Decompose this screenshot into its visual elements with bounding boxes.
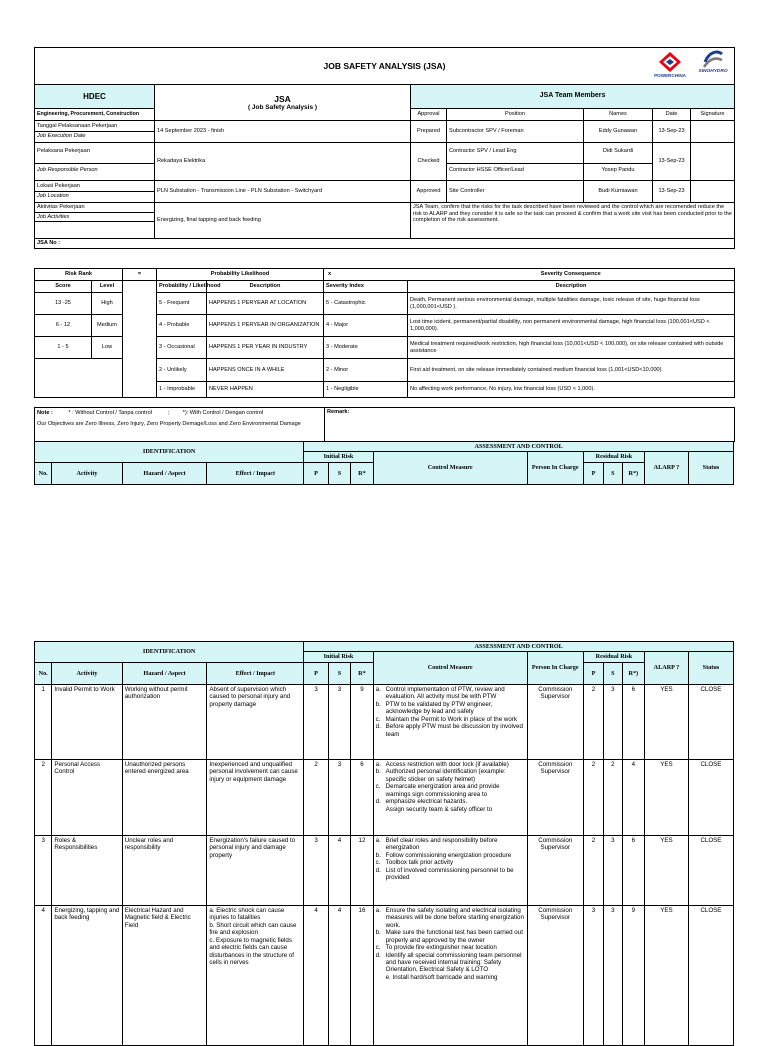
hdr-activity: Activity <box>52 662 122 684</box>
control-item <box>376 716 525 723</box>
prob-desc: HAPPENS ONCE IN A WHILE <box>207 359 324 382</box>
hdr-p: P <box>304 462 328 484</box>
prob-name: 2 - Unlikely <box>157 359 207 382</box>
table-row <box>35 684 734 759</box>
approval-prepared: Prepared <box>411 121 447 143</box>
approval-approved: Approved <box>411 181 447 203</box>
row-p: 3 <box>304 684 328 759</box>
date-approved: 13-Sep-23 <box>653 181 691 203</box>
name-checked: Didi Sukardi <box>584 147 652 164</box>
control-item <box>376 944 525 951</box>
control-letter: c. <box>375 944 381 952</box>
control-text: Access restriction with door lock (if available) <box>385 760 509 768</box>
row-no: 4 <box>35 905 52 1045</box>
sev-name: 4 - Major <box>324 315 408 337</box>
control-letter: d. <box>375 798 381 806</box>
sinohydro-logo-icon <box>701 48 725 70</box>
hdr-hazard: Hazard / Aspect <box>122 662 207 684</box>
control-item <box>376 806 525 813</box>
sev-desc: Lost time icident, permanent/partial disability, non permanent environmental damage, high financial loss (100,001<USD < 1,000,000). <box>408 315 735 337</box>
control-letter: d. <box>375 866 381 874</box>
row-s: 4 <box>328 905 350 1045</box>
row-hazard: Unclear roles and responsibility <box>122 835 207 905</box>
row-no: 3 <box>35 835 52 905</box>
date-prepared: 13-Sep-23 <box>653 121 691 143</box>
hdr-identification: IDENTIFICATION <box>35 442 304 463</box>
control-text: Identify all special commissioning team personnel and have received internal training: Safety Orientation, Electrical Safety & LOTO <box>385 951 522 974</box>
signature-approved[interactable] <box>691 181 735 203</box>
note-with: *): With Control / Dengan control <box>182 410 264 417</box>
team-title: JSA Team Members <box>411 85 735 109</box>
row-control-measures <box>373 905 527 1045</box>
control-letter: c. <box>375 715 381 723</box>
rank-blank <box>35 359 123 398</box>
position-checked-cell <box>447 143 584 181</box>
row-rs: 3 <box>604 905 622 1045</box>
signature-checked[interactable] <box>691 143 735 181</box>
objectives: Our Objectives are Zero Illness, Zero Injury, Zero Property Demage/Loss and Zero Environmental Damage <box>35 420 325 442</box>
activity-value: Energizing, final tapping and back feeding <box>155 203 411 239</box>
control-item <box>376 859 525 866</box>
exec-date-label-cell <box>35 121 155 143</box>
date-checked: 13-Sep-23 <box>653 143 691 181</box>
row-hazard: Unauthorized persons entered energized area <box>122 759 207 835</box>
control-item <box>376 783 525 798</box>
row-rr: 6 <box>622 684 644 759</box>
row-rp: 2 <box>583 835 603 905</box>
activity-label-en: Job Activities <box>35 213 154 223</box>
control-item <box>376 929 525 944</box>
row-s: 3 <box>328 684 350 759</box>
name-prepared: Eddy Gunawan <box>584 121 653 143</box>
document-title <box>35 48 735 85</box>
hdr-pic: Person In Charge <box>527 652 583 684</box>
hdr-initial-risk: Initial Risk <box>304 452 373 462</box>
row-activity: Invalid Permit to Work <box>52 684 122 759</box>
hdr-status: Status <box>688 452 733 484</box>
sev-name: 3 - Moderate <box>324 337 408 359</box>
control-letter: d. <box>375 723 381 731</box>
row-pic: Commission Supervisor <box>527 835 583 905</box>
team-header-date: Date <box>653 109 691 121</box>
powerchina-logo-icon <box>655 51 685 73</box>
hdr-rs: S <box>604 462 622 484</box>
jsa-header-sheet <box>34 47 735 249</box>
hdr-rp: P <box>583 662 603 684</box>
hdr-status: Status <box>688 652 733 684</box>
level-label: Level <box>92 281 123 293</box>
control-text: To provide fire extinguisher near location <box>385 944 497 952</box>
control-text: Demarcate energization area and provide warnings sign commissioning area to <box>385 783 500 798</box>
hdr-rr: R*) <box>622 462 644 484</box>
risk-eq: = <box>123 269 157 281</box>
control-letter: a. <box>375 836 381 844</box>
control-item <box>376 768 525 783</box>
jsa-subtitle: ( Job Safety Analysis ) <box>247 104 318 111</box>
person-label-en: Job Responsible Person <box>37 166 98 173</box>
row-activity: Roles & Responsibilities <box>52 835 122 905</box>
row-no: 2 <box>35 759 52 835</box>
row-pic: Commission Supervisor <box>527 905 583 1045</box>
risk-matrix <box>34 268 735 398</box>
row-rs: 3 <box>604 835 622 905</box>
rank-score: 13 -25 <box>35 293 92 315</box>
row-p: 3 <box>304 835 328 905</box>
control-text: Control implementation of PTW, review and evaluation. All activity must be with PTW <box>385 685 505 701</box>
row-effect: a. Electric shock can cause injuries to fatalities b. Short circuit which can cause fire and explosion c. Exposure to magnetic fields and electric fields can cause disturbances in the structure of cells in nerves <box>207 905 304 1045</box>
row-alarp: YES <box>645 835 689 905</box>
assessment-header-1 <box>34 441 734 485</box>
hdr-control-measure: Control Measure <box>373 652 527 684</box>
hdr-effect: Effect / Impact <box>207 462 304 484</box>
control-item <box>376 798 525 805</box>
row-r: 6 <box>351 759 373 835</box>
control-text: Follow commissioning energization procedure <box>385 851 512 859</box>
control-item <box>376 974 525 981</box>
rank-level: High <box>92 293 123 315</box>
table-row <box>35 835 734 905</box>
name-approved: Budi Kurniawan <box>584 181 653 203</box>
control-text: PTW to be validated by PTW engineer, acknowledge by lead and safety <box>385 700 493 716</box>
prob-desc: NEVER HAPPEN <box>207 382 324 398</box>
position-checked-2: Contractor HSSE Officer/Lead <box>449 166 524 173</box>
control-text: Toolbox talk prior activity <box>385 859 454 867</box>
hdr-assessment: ASSESSMENT AND CONTROL <box>304 442 734 452</box>
row-effect: Energization's failure caused to personal injury and damage property <box>207 835 304 905</box>
risk-rank-label: Risk Rank <box>35 269 123 281</box>
location-label-en: Job Location <box>37 193 69 199</box>
control-letter: d. <box>375 951 381 959</box>
row-alarp: YES <box>645 905 689 1045</box>
control-letter <box>376 974 386 981</box>
location-label: Lokasi Pekerjaan <box>35 182 154 192</box>
person-label-cell <box>35 143 155 181</box>
row-control-measures <box>373 835 527 905</box>
location-value: PLN Substation - Transmission Line - PLN Substation - Switchyard <box>155 181 411 203</box>
hdr-alarp: ALARP ? <box>645 452 689 484</box>
jsa-title-cell <box>155 85 411 121</box>
team-header-position: Position <box>447 109 584 121</box>
hdr-assessment: ASSESSMENT AND CONTROL <box>304 642 734 652</box>
control-item <box>376 952 525 974</box>
rank-score: 1 - 5 <box>35 337 92 359</box>
team-header-signature: Signature <box>691 109 735 121</box>
score-label: Score <box>35 281 92 293</box>
row-control-measures <box>373 684 527 759</box>
sev-desc: Death, Permanent serious environmental damage, multiple fatalities damage, toxic release of site, huge financial loss (1,000,001<USD ). <box>408 293 735 315</box>
activity-label: Aktivitas Pekerjaan <box>35 203 154 213</box>
hdr-initial-risk: Initial Risk <box>304 652 373 662</box>
activity-label-cell <box>35 203 155 239</box>
hdr-identification: IDENTIFICATION <box>35 642 304 663</box>
powerchina-text: POWERCHINA <box>654 73 686 79</box>
control-text: Assign security team & safety officer to <box>385 805 493 813</box>
hdr-activity: Activity <box>52 462 122 484</box>
hdr-effect: Effect / Impact <box>207 662 304 684</box>
team-header-approval: Approval <box>411 109 447 121</box>
approval-checked: Checked <box>411 143 447 181</box>
control-item <box>376 723 525 738</box>
control-item <box>376 837 525 852</box>
prob-desc-label: Description <box>207 281 324 293</box>
row-pic: Commission Supervisor <box>527 684 583 759</box>
control-item <box>376 701 525 716</box>
exec-date-label-en: Job Execution Date <box>37 133 86 139</box>
control-letter: b. <box>375 851 381 859</box>
table-row <box>35 759 734 835</box>
prob-lik-label: Probability / Likelihood <box>157 281 207 293</box>
powerchina-logo <box>648 51 692 79</box>
signature-prepared[interactable] <box>691 121 735 143</box>
row-activity: Personal Access Control <box>52 759 122 835</box>
hdr-residual-risk: Residual Risk <box>583 652 644 662</box>
prob-name: 3 - Occasional <box>157 337 207 359</box>
sev-name: 2 - Minor <box>324 359 408 382</box>
notes-block <box>34 407 735 442</box>
control-letter: b. <box>375 929 381 937</box>
row-no: 1 <box>35 684 52 759</box>
rank-level: Medium <box>92 315 123 337</box>
row-rs: 3 <box>604 684 622 759</box>
sev-desc: First aid treatment, on site release immediately contained medium financial loss (1,001<USD<10,000) <box>408 359 735 382</box>
sinohydro-text: SINOHYDRO <box>698 69 728 75</box>
risk-spacer <box>123 281 157 398</box>
control-text: List of involved commissioning personnel to be provided <box>385 866 514 882</box>
row-r: 16 <box>351 905 373 1045</box>
row-rp: 2 <box>583 684 603 759</box>
row-alarp: YES <box>645 759 689 835</box>
control-letter: b. <box>375 768 381 776</box>
row-rr: 6 <box>622 835 644 905</box>
risk-x: x <box>324 269 408 281</box>
row-effect: Inexperienced and unqualified personal involvement can cause injury or equipment damage <box>207 759 304 835</box>
rank-level: Low <box>92 337 123 359</box>
control-text: Brief clear roles and responsibility before energization <box>385 836 498 852</box>
row-pic: Commission Supervisor <box>527 759 583 835</box>
sev-index-label: Severity Index <box>324 281 408 293</box>
location-label-cell <box>35 181 155 203</box>
rank-score: 6 - 12 <box>35 315 92 337</box>
row-rp: 2 <box>583 759 603 835</box>
row-status: CLOSE <box>688 759 733 835</box>
exec-date-label: Tanggal Pelaksanaan Pekerjaan <box>35 122 154 132</box>
table-row <box>35 905 734 1045</box>
row-rr: 9 <box>622 905 644 1045</box>
hdr-p: P <box>304 662 328 684</box>
control-text: Before apply PTW must be discussion by involved team <box>385 723 523 738</box>
note-label: Note : <box>37 410 53 417</box>
row-alarp: YES <box>645 684 689 759</box>
person-label: Pelaksana Pekerjaan <box>35 147 154 164</box>
row-r: 12 <box>351 835 373 905</box>
control-text: Maintain the Permit to Work in place of the work <box>385 715 517 723</box>
control-item <box>376 907 525 929</box>
control-text: Ensure the safety isolating and electrical isolating measures will be done before starting energization work. <box>385 906 524 929</box>
row-control-measures <box>373 759 527 835</box>
hdr-alarp: ALARP ? <box>645 652 689 684</box>
row-status: CLOSE <box>688 905 733 1045</box>
position-checked: Contractor SPV / Lead Eng <box>447 147 583 164</box>
control-text: Authorized personal identification (example: specific sticker on safety helmet) <box>385 768 506 783</box>
control-text: emphasize electrical hazards. <box>385 798 468 806</box>
team-statement: JSA Team, confirm that the risks for the task described have been reviewed and the control which are recomended reduce the risk to ALARP and they consider it is safe so the task can proceed & confirm that a work site visit has been conducted prior to the completion of the risk assessment. <box>411 203 735 239</box>
row-status: CLOSE <box>688 835 733 905</box>
sev-name: 1 - Negligible <box>324 382 408 398</box>
name-checked-2: Yosep Pandu <box>601 166 635 173</box>
assessment-rows <box>35 684 734 1045</box>
prob-desc: HAPPENS 1 PERYEAR IN ORGANIZATION <box>207 315 324 337</box>
control-letter: c. <box>375 783 381 791</box>
sev-label: Severity Consequence <box>408 269 735 281</box>
jsa-no-label: JSA No : <box>35 239 735 249</box>
jsa-title: JSA <box>274 94 291 104</box>
hdr-no: No. <box>35 462 52 484</box>
row-hazard: Working without permit authorization <box>122 684 207 759</box>
sev-name: 5 - Catastrophic <box>324 293 408 315</box>
hdr-no: No. <box>35 662 52 684</box>
sev-desc-label: Description <box>408 281 735 293</box>
prob-desc: HAPPENS 1 PERYEAR AT LOCATION <box>207 293 324 315</box>
control-text: e. Install hard/soft barricade and warning <box>385 973 498 981</box>
row-hazard: Electrical Hazard and Magnetic field & Electric Field <box>122 905 207 1045</box>
hdr-hazard: Hazard / Aspect <box>122 462 207 484</box>
company-subtitle: Engineering, Procurement, Construction <box>35 109 155 121</box>
hdr-s: S <box>328 662 350 684</box>
remark-label: Remark: <box>325 408 735 442</box>
control-letter: a. <box>375 906 381 914</box>
hdr-residual-risk: Residual Risk <box>583 452 644 462</box>
row-p: 4 <box>304 905 328 1045</box>
company-name: HDEC <box>35 85 155 109</box>
sinohydro-logo <box>694 48 732 75</box>
exec-date-value: 14 September 2023 - finish <box>155 121 411 143</box>
prob-name: 4 - Probable <box>157 315 207 337</box>
control-letter <box>376 806 386 813</box>
row-rp: 3 <box>583 905 603 1045</box>
position-approved: Site Controller <box>447 181 584 203</box>
control-text: Make sure the functional test has been carried out properly and approved by the owner <box>385 929 523 944</box>
hdr-rs: S <box>604 662 622 684</box>
hdr-r: R* <box>351 662 373 684</box>
sev-desc: No affecting work performance, No injury, low financial loss (USD < 1,000). <box>408 382 735 398</box>
control-letter: a. <box>375 685 381 693</box>
row-status: CLOSE <box>688 684 733 759</box>
row-r: 9 <box>351 684 373 759</box>
hdr-rp: P <box>583 462 603 484</box>
row-s: 3 <box>328 759 350 835</box>
person-value: Rekadaya Elektrika <box>155 143 411 181</box>
prob-desc: HAPPENS 1 PER YEAR IN INDUSTRY <box>207 337 324 359</box>
note-line <box>35 408 325 420</box>
row-rs: 2 <box>604 759 622 835</box>
assessment-table <box>34 641 734 1046</box>
hdr-pic: Person In Charge <box>527 452 583 484</box>
row-effect: Absent of supervision which caused to personal injury and property damage <box>207 684 304 759</box>
note-without: * : Without Control / Tanpa control <box>68 410 152 417</box>
control-item <box>376 867 525 882</box>
hdr-s: S <box>328 462 350 484</box>
control-item <box>376 761 525 768</box>
control-letter: a. <box>375 760 381 768</box>
control-letter: c. <box>375 859 381 867</box>
hdr-control-measure: Control Measure <box>373 452 527 484</box>
row-rr: 4 <box>622 759 644 835</box>
note-semi: ; <box>167 410 170 417</box>
control-item <box>376 686 525 701</box>
control-letter: b. <box>375 700 381 708</box>
position-prepared: Subcontractor SPV / Foreman <box>447 121 584 143</box>
row-p: 2 <box>304 759 328 835</box>
hdr-r: R* <box>351 462 373 484</box>
row-activity: Energizing, tapping and back feeding <box>52 905 122 1045</box>
control-item <box>376 852 525 859</box>
title-text: JOB SAFETY ANALYSIS (JSA) <box>323 60 446 71</box>
hdr-rr: R*) <box>622 662 644 684</box>
prob-name: 1 - Improbable <box>157 382 207 398</box>
prob-label: Probability Likelihood <box>157 269 324 281</box>
team-header-names: Names <box>584 109 653 121</box>
row-s: 4 <box>328 835 350 905</box>
sev-desc: Medical treatment required/work restriction, high financial loss (10,001<USD < 100,000), on site release contained with outside assistance <box>408 337 735 359</box>
prob-name: 5 - Frequent <box>157 293 207 315</box>
name-checked-cell <box>584 143 653 181</box>
